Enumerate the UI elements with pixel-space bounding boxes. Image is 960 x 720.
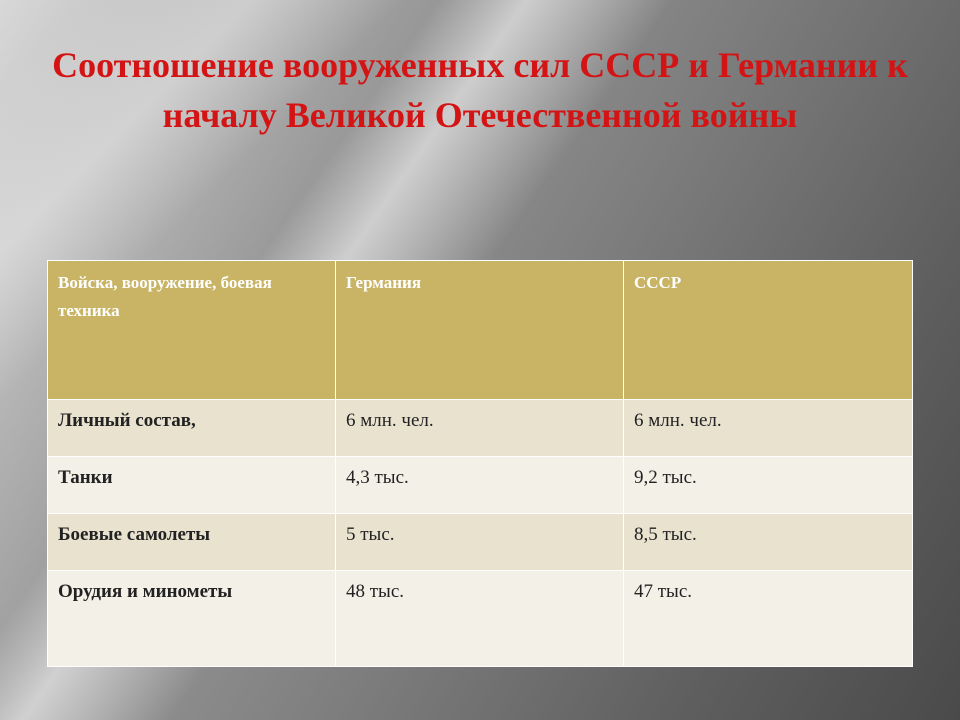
table-row	[48, 457, 913, 514]
table-row	[48, 571, 913, 667]
column-header-forces: Войска, вооружение, боевая техника	[48, 261, 336, 400]
cell-germany: 5 тыс.	[336, 514, 624, 571]
cell-ussr: 47 тыс.	[624, 571, 913, 667]
forces-comparison-table	[47, 260, 913, 667]
table-row	[48, 400, 913, 457]
cell-ussr: 8,5 тыс.	[624, 514, 913, 571]
slide-title: Соотношение вооруженных сил СССР и Германии к началу Великой Отечественной войны	[52, 45, 908, 135]
table-header-row	[48, 261, 913, 400]
cell-germany: 48 тыс.	[336, 571, 624, 667]
cell-ussr: 9,2 тыс.	[624, 457, 913, 514]
row-label: Боевые самолеты	[48, 514, 336, 571]
row-label: Личный состав,	[48, 400, 336, 457]
cell-ussr: 6 млн. чел.	[624, 400, 913, 457]
table-row	[48, 514, 913, 571]
column-header-ussr: СССР	[624, 261, 913, 400]
cell-germany: 6 млн. чел.	[336, 400, 624, 457]
row-label: Орудия и минометы	[48, 571, 336, 667]
row-label: Танки	[48, 457, 336, 514]
cell-germany: 4,3 тыс.	[336, 457, 624, 514]
column-header-germany: Германия	[336, 261, 624, 400]
